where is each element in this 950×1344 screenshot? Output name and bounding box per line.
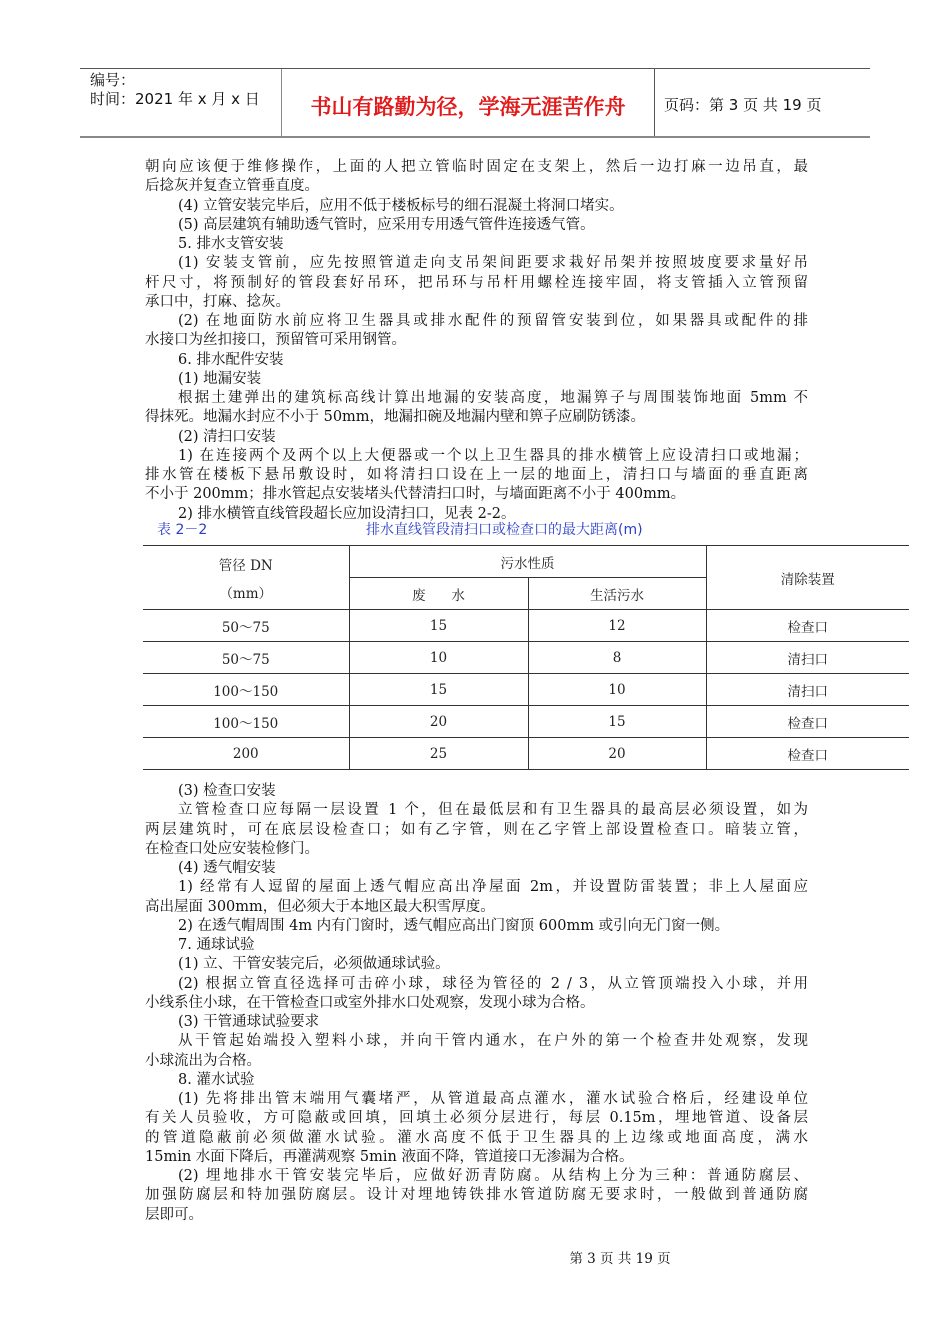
cell-waste-water: 20	[349, 706, 528, 738]
text-line: (2) 根据立管直径选择可击碎小球，球径为管径的 2 / 3，从立管顶端投入小球，并用	[178, 975, 808, 992]
text-line: 的管道隐蔽前必须做灌水试验。灌水高度不低于卫生器具的上边缘或地面高度，满水	[145, 1129, 808, 1146]
text-line: 在检查口处应安装检修门。	[145, 840, 319, 857]
document-number-label: 编号：	[90, 71, 136, 89]
text-line: (1) 地漏安装	[178, 370, 262, 387]
text-line: 朝向应该便于维修操作，上面的人把立管临时固定在支架上，然后一边打麻一边吊直，最	[145, 159, 808, 175]
header-motto: 书山有路勤为径，学海无涯苦作舟	[310, 95, 626, 119]
body-text-section-1	[145, 158, 808, 524]
text-line: 6. 排水配件安装	[178, 351, 284, 368]
header-pipe-unit: （mm）	[219, 585, 273, 602]
text-line: 有关人员验收，方可隐蔽或回填，回填土必须分层进行，每层 0.15m，埋地管道、设备层	[145, 1110, 808, 1127]
text-line: 水接口为丝扣接口，预留管可采用钢管。	[145, 332, 406, 349]
cell-cleaning-device: 检查口	[706, 738, 909, 770]
table-row	[143, 738, 909, 770]
cell-domestic-sewage: 10	[528, 674, 706, 706]
text-line: (1) 立、干管安装完后，必须做通球试验。	[178, 956, 450, 973]
text-line: 5. 排水支管安装	[178, 236, 284, 252]
text-line: (4) 立管安装完毕后，应用不低于楼板标号的细石混凝土将洞口堵实。	[178, 197, 624, 214]
cell-cleaning-device: 清扫口	[706, 674, 909, 706]
text-line: 得抹死。地漏水封应不小于 50mm，地漏扣碗及地漏内壁和箅子应刷防锈漆。	[145, 409, 646, 426]
cell-pipe-diameter: 100～150	[143, 706, 349, 738]
cell-cleaning-device: 检查口	[706, 706, 909, 738]
cell-pipe-diameter: 50～75	[143, 642, 349, 674]
header-meta	[90, 71, 260, 109]
cell-cleaning-device: 清扫口	[706, 642, 909, 674]
text-line: 7. 通球试验	[178, 937, 255, 953]
text-line: 加强防腐层和特加强防腐层。设计对埋地铸铁排水管道防腐无要求时，一般做到普通防腐	[145, 1187, 808, 1204]
table-row	[143, 674, 909, 706]
max-distance-table	[143, 545, 909, 770]
text-line: (1) 安装支管前，应先按照管道走向支吊架间距要求栽好吊架并按照坡度要求量好吊	[178, 255, 808, 272]
text-line: (5) 高层建筑有辅助透气管时，应采用专用透气管件连接透气管。	[178, 216, 595, 233]
cell-pipe-diameter: 100～150	[143, 674, 349, 706]
cell-waste-water: 10	[349, 642, 528, 674]
text-line: 不小于 200mm；排水管起点安装堵头代替清扫口时，与墙面距离不小于 400mm。	[145, 486, 686, 503]
text-line: 2) 在透气帽周围 4m 内有门窗时，透气帽应高出门窗顶 600mm 或引向无门窗一侧。	[178, 917, 730, 934]
text-line: (3) 干管通球试验要求	[178, 1014, 320, 1030]
cell-cleaning-device: 检查口	[706, 610, 909, 642]
text-line: 1) 在连接两个及两个以上大便器或一个以上卫生器具的排水横管上应设清扫口或地漏；	[178, 447, 808, 464]
header-page-info: 页码：第 3 页 共 19 页	[664, 96, 822, 114]
cell-domestic-sewage: 8	[528, 642, 706, 674]
cell-waste-water: 15	[349, 674, 528, 706]
table-title: 排水直线管段清扫口或检查口的最大距离(m)	[366, 522, 643, 538]
text-line: (2) 清扫口安装	[178, 428, 276, 445]
header-domestic-sewage: 生活污水	[528, 578, 706, 610]
table-row	[143, 642, 909, 674]
header-cleaning-device: 清除装置	[706, 546, 909, 610]
cell-domestic-sewage: 15	[528, 706, 706, 738]
table-header-row	[143, 546, 909, 578]
text-line: 根据土建弹出的建筑标高线计算出地漏的安装高度，地漏箅子与周围装饰地面 5mm 不	[178, 390, 808, 406]
text-line: 高出屋面 300mm，但必须大于本地区最大积雪厚度。	[145, 898, 495, 915]
cell-domestic-sewage: 20	[528, 738, 706, 770]
cell-pipe-diameter: 50～75	[143, 610, 349, 642]
text-line: 两层建筑时，可在底层设检查口；如有乙字管，则在乙字管上部设置检查口。暗装立管，	[145, 821, 808, 838]
text-line: 后捻灰并复查立管垂直度。	[145, 178, 319, 195]
text-line: 杆尺寸，将预制好的管段套好吊环，把吊环与吊杆用螺栓连接牢固，将支管插入立管预留	[145, 274, 808, 291]
text-line: (3) 检查口安装	[178, 783, 276, 799]
text-line: 8. 灌水试验	[178, 1071, 255, 1088]
cell-waste-water: 15	[349, 610, 528, 642]
text-line: (4) 透气帽安装	[178, 860, 276, 876]
cell-waste-water: 25	[349, 738, 528, 770]
header-divider	[654, 69, 655, 136]
text-line: 15min 水面下降后，再灌满观察 5min 液面不降，管道接口无渗漏为合格。	[145, 1148, 634, 1165]
header-pipe-label: 管径 DN	[218, 557, 273, 574]
text-line: 小线系住小球，在干管检查口或室外排水口处观察，发现小球为合格。	[145, 994, 595, 1011]
page-footer: 第 3 页 共 19 页	[569, 1251, 671, 1267]
cell-domestic-sewage: 12	[528, 610, 706, 642]
header-waste-water: 废 水	[349, 578, 528, 610]
document-date: 时间：2021 年 x 月 x 日	[90, 90, 260, 108]
header-pipe-diameter	[143, 546, 349, 610]
header-sewage-type: 污水性质	[349, 546, 706, 578]
text-line: 承口中，打麻、捻灰。	[145, 293, 290, 310]
text-line: (2) 在地面防水前应将卫生器具或排水配件的预留管安装到位，如果器具或配件的排	[178, 313, 808, 329]
table-label: 表 2－2	[157, 522, 208, 538]
text-line: 立管检查口应每隔一层设置 1 个，但在最低层和有卫生器具的最高层必须设置，如为	[178, 802, 808, 819]
text-line: 1) 经常有人逗留的屋面上透气帽应高出净屋面 2m，并设置防雷装置；非上人屋面应	[178, 879, 808, 896]
table-row	[143, 610, 909, 642]
page-header	[80, 68, 870, 138]
text-line: (1) 先将排出管末端用气囊堵严，从管道最高点灌水，灌水试验合格后，经建设单位	[178, 1091, 808, 1107]
text-line: 小球流出为合格。	[145, 1052, 261, 1069]
text-line: 2) 排水横管直线管段超长应加设清扫口，见表 2-2。	[178, 505, 516, 522]
cell-pipe-diameter: 200	[143, 738, 349, 770]
text-line: 排水管在楼板下悬吊敷设时，如将清扫口设在上一层的地面上，清扫口与墙面的垂直距离	[145, 467, 808, 483]
table-row	[143, 706, 909, 738]
text-line: 从干管起始端投入塑料小球，并向干管内通水，在户外的第一个检查井处观察，发现	[178, 1033, 808, 1050]
text-line: 层即可。	[145, 1206, 203, 1223]
body-text-section-2	[145, 782, 808, 1225]
text-line: (2) 埋地排水干管安装完毕后，应做好沥青防腐。从结构上分为三种：普通防腐层、	[178, 1168, 808, 1184]
